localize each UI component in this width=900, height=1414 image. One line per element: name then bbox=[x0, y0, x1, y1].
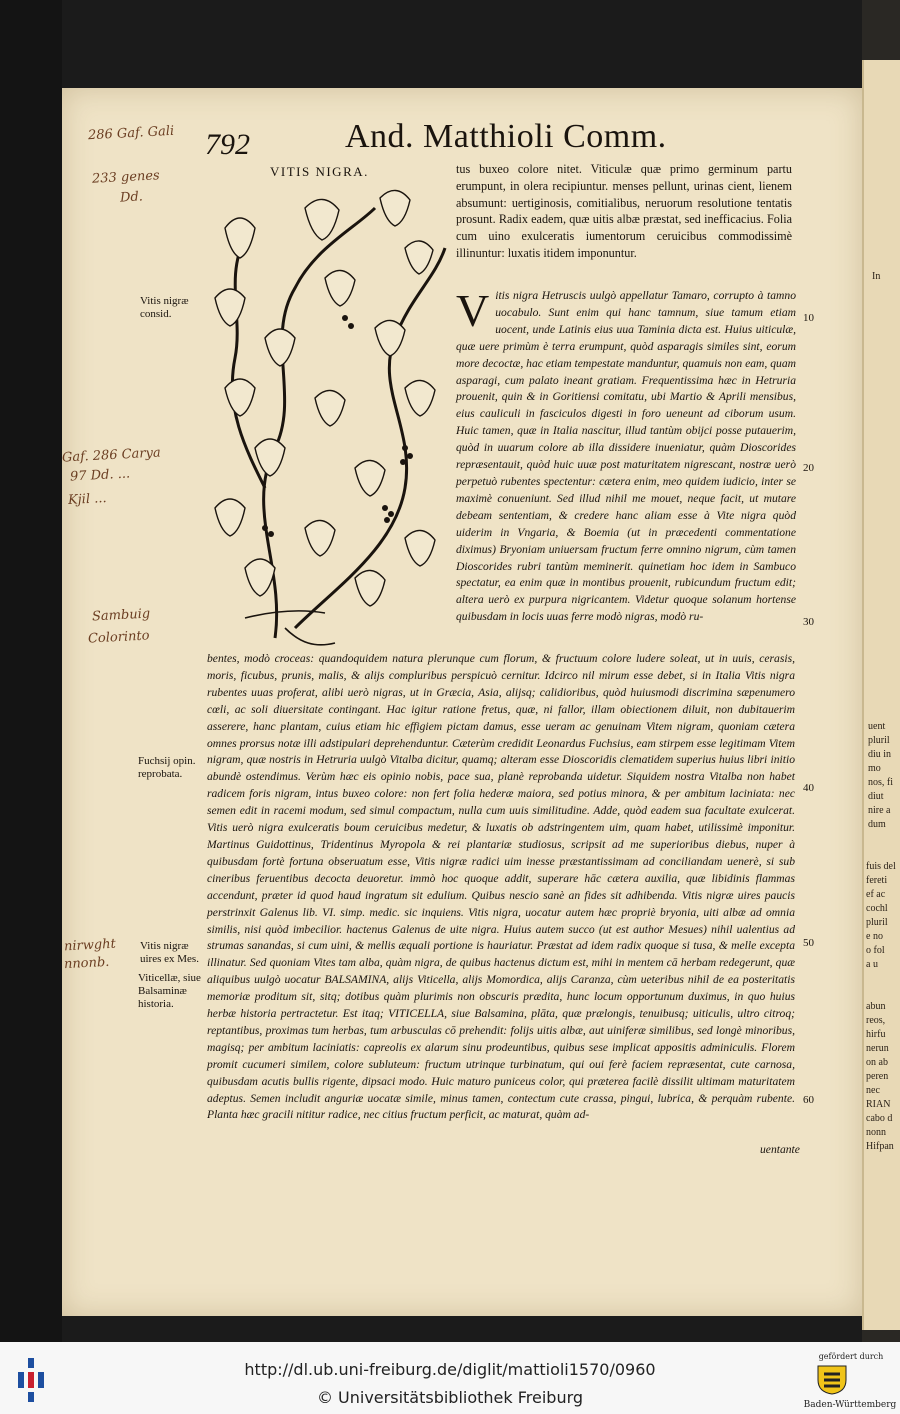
commentary-text-lower: bentes, modò croceas: quandoquidem natura plerunque cum florum, & fructuum colore ludere soleat, ut in uuis, cerasis, moris, ficubus, prunis, malis, & alijs compluribus perspicuò cernitur. Idcirco nil mirum esse debet, si in Italia Vitis nigra rubentes uuas proferat, alibi uerò nigras, ut in Græcia, Asia, alijsq; calidioribus, quòd huiusmodi discrimina sæpenumero cœli, ac soli diuersitate contingant. Hac igitur ratione fretus, quæ, ni fallor, illam obiectionem diluit, non dubitauerim asserere, hanc plantam, cuius etiam hic effigiem pictam damus, esse ueram ac genuinam Vitem nigram, quoniam cætera omnes prorsus notæ illi adstipulari deprehenduntur. Cæterùm credidit Leonardus Fuchsius, eam stirpem esse legitimam Vitem nigram, quæ nostris in Hetruria uulgò Vitalba dicitur, quamq; alteram esse Dioscoridis clematidem superius huius libri initio abundè ostendimus. Verùm hæc eis opinio nobis, pace sua, planè reprobanda uidetur. Siquidem nostra Vitalba non habet radicem foris nigram, intus buxeo colore: non fert folia hederæ maiora, sed potius minora, & per ambitum laciniata: nec semen edit in racemi modum, sed simul compactum, nulla cum uuis similitudine. Adde, quòd eadem sua facultate exulcerat. Vitis uerò nigra exulceratis boum ceruicibus medetur, & luxatis ob adstringentem uim, quam habet, utilissimè imponitur. Martinus Guidottinus, Tridentinus Myropola & rei plantariæ studiosus, scripsit ad me superioribus diebus, nuper à quibusdam fortè fortuna obseruatum esse, Vitis nigræ radici uim inesse præstantissimam ad conciliandam uenerè, si sub cineribus feruentibus decocta deuoretur. immò hoc quoque addit, superare hāc cætera auxilia, quæ libidinis flammas accendunt, præter id quod haud ingratum sit edulium. Quibus nescio sanè an fides sit adhibenda. Vitis nigræ uires paucis perstrinxit Galenus lib. VI. simp. medic. sic inquiens. Vitis nigra, uocatur autem hæc propriè bryonia, uiti albæ ad omnia similis, nisi quòd imbecilior. hactenus Galenus de uite nigra. Huius autem succo (ut est author Mesues) nihil ualentius ad strumas sanandas, si cum uini, & mellis æquali portione is hauriatur. Præstat ad idem radix quoque si tusa, & melle excepta illinatur. Sed quoniam Vites tam alba, quàm nigra, de quibus hactenus dictum est, mihi in mentem cā herbam redegerunt, quæ aliquibus uulgò uocatur BALSAMINA, alijs Viticella, alijs Momordica, alijs Caranza, cùm ueteribus nihil de ea posteritatis memoriæ proditum sit, sitq; dotibus quàm plurimis non obscuris prædita, hunc locum opportunum duximus, in quo huius herbæ historia pertractetur. Est itaq; VITICELLA, siue Balsamina, plāta, quæ prælongis, tenuibusq; uiticulis, ultro citroq; reptantibus, proximas tum herbas, tum arbusculas cō prehendit: folijs uitis albæ, aut uiniferæ similibus, sed longè minoribus, magisq; per ambitum laciniatis: capreolis ex alarum sinu prodeuntibus, quibus sese implicat appositis adminiculis. Florem promit cucumeri similem, colore subluteum: fructum utrinque turbinatum, qui oui ferè faciem repræsentat, cute carnosa, quibusdam acutis bullis rigente, dipsaci modo. Huic maturo puniceus color, qui præterea facilè dissilit ultimam maturitatem adeptus. Semen includit anguriæ uocatæ simile, minus tamen, contectum cute crassa, pingui, lubrica, & perquàm rubente. Planta hæc gracili nititur radice, nec citius fructum perficit, ac maturat, quàm ad- bbox=[207, 652, 795, 1122]
margin-note: Fuchsij opin. reprobata. bbox=[138, 755, 196, 780]
line-number: 20 bbox=[803, 462, 814, 474]
line-number: 50 bbox=[803, 937, 814, 949]
sponsor-label: gefördert durch bbox=[818, 1352, 884, 1361]
handwritten-note: 286 Gaf. Gali bbox=[87, 123, 175, 144]
handwritten-note: nirwght bbox=[63, 936, 117, 955]
handwritten-note: Sambuig bbox=[91, 606, 151, 625]
handwritten-note: 233 genes bbox=[91, 168, 161, 187]
line-number: 10 bbox=[803, 312, 814, 324]
margin-note: Vitis nigræ uires ex Mes. bbox=[140, 940, 199, 965]
margin-note: Viticellæ, siue Balsaminæ historia. bbox=[138, 972, 201, 1010]
page-number: 792 bbox=[205, 128, 250, 161]
commentary-column bbox=[456, 285, 796, 626]
handwritten-note: nnonb. bbox=[63, 954, 110, 973]
handwritten-note: Kjil ... bbox=[67, 491, 107, 508]
facing-page-edge: In uent pluril diu in mo nos, fi diut nire a dum fuis del fereti ef ac cochl pluril e no o fol a u abun reos, hirfu nerun on ab peren nec RIAN cabo d nonn Hifpan bbox=[862, 60, 900, 1330]
line-number: 60 bbox=[803, 1094, 814, 1106]
line-number: 30 bbox=[803, 616, 814, 628]
commentary-text-upper: itis nigra Hetruscis uulgò appellatur Tamaro, corrupto à tamno uocabulo. Sunt enim qui hanc tamnum, siue tamum etiam uocent, unde Latinis eius uua Taminia dicta est. Huius uiticulæ, quæ uere primùm è terra erumpunt, quòd asparagis similes sint, eorum more decoctæ, hac etiam tempestate manduntur, quamuis non eam, quam asparagi, cum palato ineant gratiam. Frequentissima hæc in Hetruria prouenit, quin & in Goritiensi comitatu, ubi Martio & Aprili mensibus, eius cauliculi in fasciculos digesti in foro ueneunt ad ciborum usum. Huic tamen, quæ in Italia nascitur, illud tantùm obijci posse putauerim, quòd in uuarum colore ab illa dissidere inueniatur, quàm Dioscorides repræsentauit, quòd huic uuæ post maturitatem nigrescant, nostræ uerò perpetuò rubentes spectentur: cætera enim, meo quidem iudicio, inter se maximè conueniunt. Sed illud nihil me mouet, neque facit, ut mutare debeam sententiam, & credere hanc aliam esse à Vite nigra quòd uiderim in Vngaria, & Boemia (ut in præcedenti commentatione diximus) Bryoniam uniuersam fructum ferre omnino nigrum, cùm tamen Dioscorides rubri tantùm meminerit. quinetiam hoc idem in Sambuco spectatur, ea enim quæ in montibus prouenit, rubicundum fructum edit; altera uerò ex purpura nigricantem. Videtur quoque solanum hortense quibusdam in locis uuas ferre modò nigras, modò ru- bbox=[456, 289, 796, 624]
handwritten-note: Gaf. 286 Carya bbox=[61, 445, 162, 466]
handwritten-note: Dd. bbox=[119, 189, 144, 206]
line-number: 40 bbox=[803, 782, 814, 794]
dark-binding-left bbox=[0, 0, 62, 1342]
catchword: uentante bbox=[760, 1143, 800, 1156]
margin-note: Vitis nigræ consid. bbox=[140, 295, 189, 320]
copyright-notice: © Universitätsbibliothek Freiburg bbox=[316, 1388, 584, 1407]
running-title: And. Matthioli Comm. bbox=[345, 118, 667, 155]
intro-paragraph: tus buxeo colore nitet. Viticulæ quæ primo germinum partu erumpunt, in olera recipiuntur. menses pellunt, urinas cient, lienem absumunt: uertiginosis, comitialibus, neruorum resolutione tentatis prosunt. Radix eadem, quæ uitis albæ præstat, sed inefficacius. Folia cum uino exulceratis iumentorum ceruicibus commodissimè illinuntur: luxatis itidem imponuntur. bbox=[456, 162, 792, 260]
handwritten-note: 97 Dd. ... bbox=[69, 466, 131, 485]
handwritten-note: Colorinto bbox=[87, 628, 150, 647]
sponsor-name: Baden-Württemberg bbox=[803, 1400, 897, 1410]
state-crest-icon bbox=[812, 1362, 852, 1396]
source-url-link[interactable]: http://dl.ub.uni-freiburg.de/diglit/mattioli1570/0960 bbox=[244, 1360, 656, 1379]
figure-title: VITIS NIGRA. bbox=[270, 164, 369, 179]
plant-woodcut-illustration bbox=[205, 188, 450, 658]
drop-capital: V bbox=[456, 285, 490, 336]
